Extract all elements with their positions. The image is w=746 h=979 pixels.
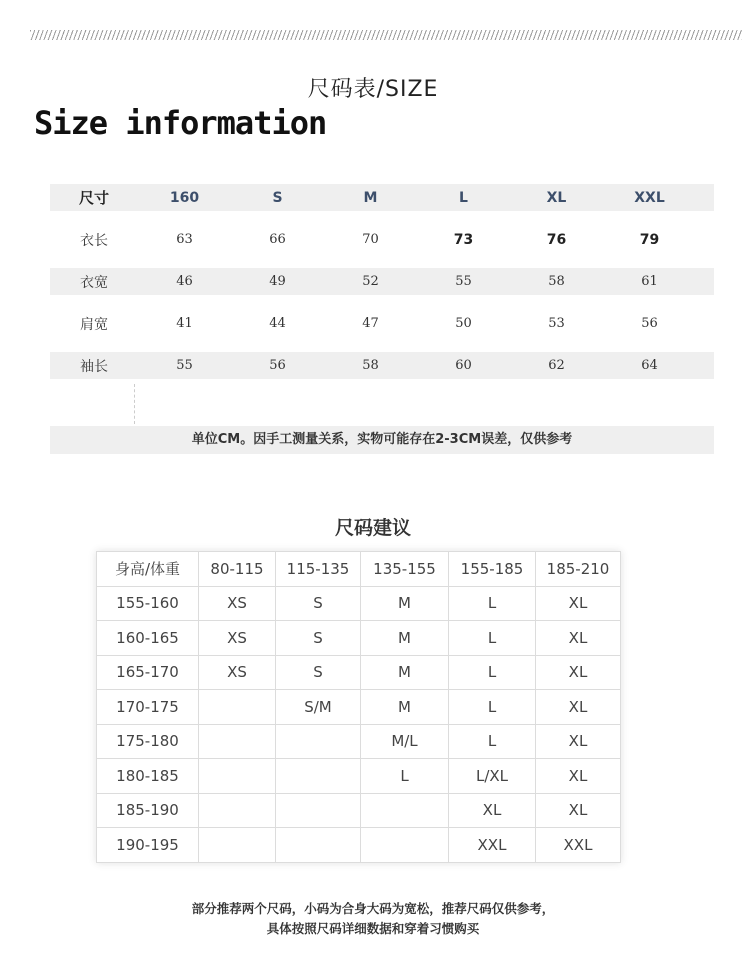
header-cell: 身高/体重 [97,552,199,587]
header-cell: 135-155 [361,552,449,587]
size-recommendation-table [96,551,621,863]
size-cell: S [276,621,361,656]
table-cell: 49 [269,274,286,289]
dashed-guide-line [134,384,135,424]
table-row [97,655,621,690]
table-cell: 64 [641,358,658,373]
size-cell: XL [536,724,621,759]
table-cell: 46 [176,274,193,289]
measurement-row [50,226,714,253]
table-cell: 70 [362,232,379,247]
row-label: 衣长 [80,232,108,249]
size-cell: XS [199,655,276,690]
size-information-heading: Size information [34,104,327,142]
size-cell [276,724,361,759]
table-row [97,828,621,863]
size-cell: L [449,724,536,759]
height-cell: 190-195 [97,828,199,863]
size-cell [199,759,276,794]
size-cell: M [361,586,449,621]
measurement-table [50,184,714,394]
row-label: 袖长 [80,358,108,375]
table-cell: 56 [641,316,658,331]
header-cell: XXL [634,189,665,206]
size-cell: M [361,655,449,690]
table-cell: 55 [176,358,193,373]
recommendation-header-row [97,552,621,587]
size-cell: XL [536,690,621,725]
size-chart-title: 尺码表/SIZE [307,77,439,102]
size-cell [276,759,361,794]
size-cell: XXL [449,828,536,863]
measurement-row [50,352,714,379]
size-cell [276,793,361,828]
size-cell: S [276,586,361,621]
table-cell: 53 [548,316,565,331]
table-cell: 76 [546,231,567,248]
height-cell: 160-165 [97,621,199,656]
table-cell: 58 [362,358,379,373]
table-row [97,759,621,794]
size-cell [199,828,276,863]
table-cell: 52 [362,274,379,289]
size-cell: XS [199,586,276,621]
size-cell: S/M [276,690,361,725]
size-cell: M [361,621,449,656]
header-cell: L [459,189,468,206]
row-label: 衣宽 [80,274,108,291]
size-cell [199,793,276,828]
table-cell: 58 [548,274,565,289]
size-cell [361,793,449,828]
footer-note-line-2: 具体按照尺码详细数据和穿着习惯购买 [266,921,480,936]
size-cell: M [361,690,449,725]
row-label: 肩宽 [80,316,108,333]
header-cell: 160 [169,189,200,206]
decorative-hatch-divider [30,30,742,40]
size-cell: L [361,759,449,794]
table-cell: 41 [176,316,193,331]
table-cell: 50 [455,316,472,331]
header-cell: 115-135 [276,552,361,587]
size-cell: L/XL [449,759,536,794]
table-cell: 55 [455,274,472,289]
size-cell: L [449,621,536,656]
measurement-header-row [50,184,714,211]
height-cell: 170-175 [97,690,199,725]
header-cell: XL [546,189,567,206]
size-cell: L [449,690,536,725]
height-cell: 155-160 [97,586,199,621]
header-cell: 80-115 [199,552,276,587]
size-cell [361,828,449,863]
header-cell: 185-210 [536,552,621,587]
table-cell: 66 [269,232,286,247]
table-row [97,793,621,828]
table-row [97,724,621,759]
table-row [97,621,621,656]
size-cell: M/L [361,724,449,759]
size-cell: XL [536,621,621,656]
measurement-row [50,268,714,295]
size-cell: XL [536,793,621,828]
measurement-row [50,310,714,337]
size-cell: XS [199,621,276,656]
measurement-note: 单位CM。因手工测量关系，实物可能存在2-3CM误差，仅供参考 [50,426,714,454]
height-cell: 165-170 [97,655,199,690]
table-cell: 44 [269,316,286,331]
table-cell: 62 [548,358,565,373]
size-cell: XL [536,655,621,690]
height-cell: 180-185 [97,759,199,794]
header-cell: S [272,189,283,206]
size-cell: XL [449,793,536,828]
height-cell: 175-180 [97,724,199,759]
table-row [97,586,621,621]
size-cell: XL [536,586,621,621]
size-cell: L [449,586,536,621]
table-cell: 63 [176,232,193,247]
size-recommendation-title: 尺码建议 [334,517,411,539]
table-cell: 47 [362,316,379,331]
size-cell [199,690,276,725]
size-cell: S [276,655,361,690]
table-cell: 73 [453,231,474,248]
header-cell: M [363,189,378,206]
size-cell: XL [536,759,621,794]
size-cell [199,724,276,759]
table-cell: 79 [639,231,660,248]
table-row [97,690,621,725]
size-cell [276,828,361,863]
table-cell: 56 [269,358,286,373]
footer-note-line-1: 部分推荐两个尺码，小码为合身大码为宽松，推荐尺码仅供参考， [191,901,555,916]
size-cell: L [449,655,536,690]
table-cell: 60 [455,358,472,373]
size-cell: XXL [536,828,621,863]
header-cell: 155-185 [449,552,536,587]
table-cell: 61 [641,274,658,289]
header-cell: 尺寸 [78,189,109,207]
height-cell: 185-190 [97,793,199,828]
